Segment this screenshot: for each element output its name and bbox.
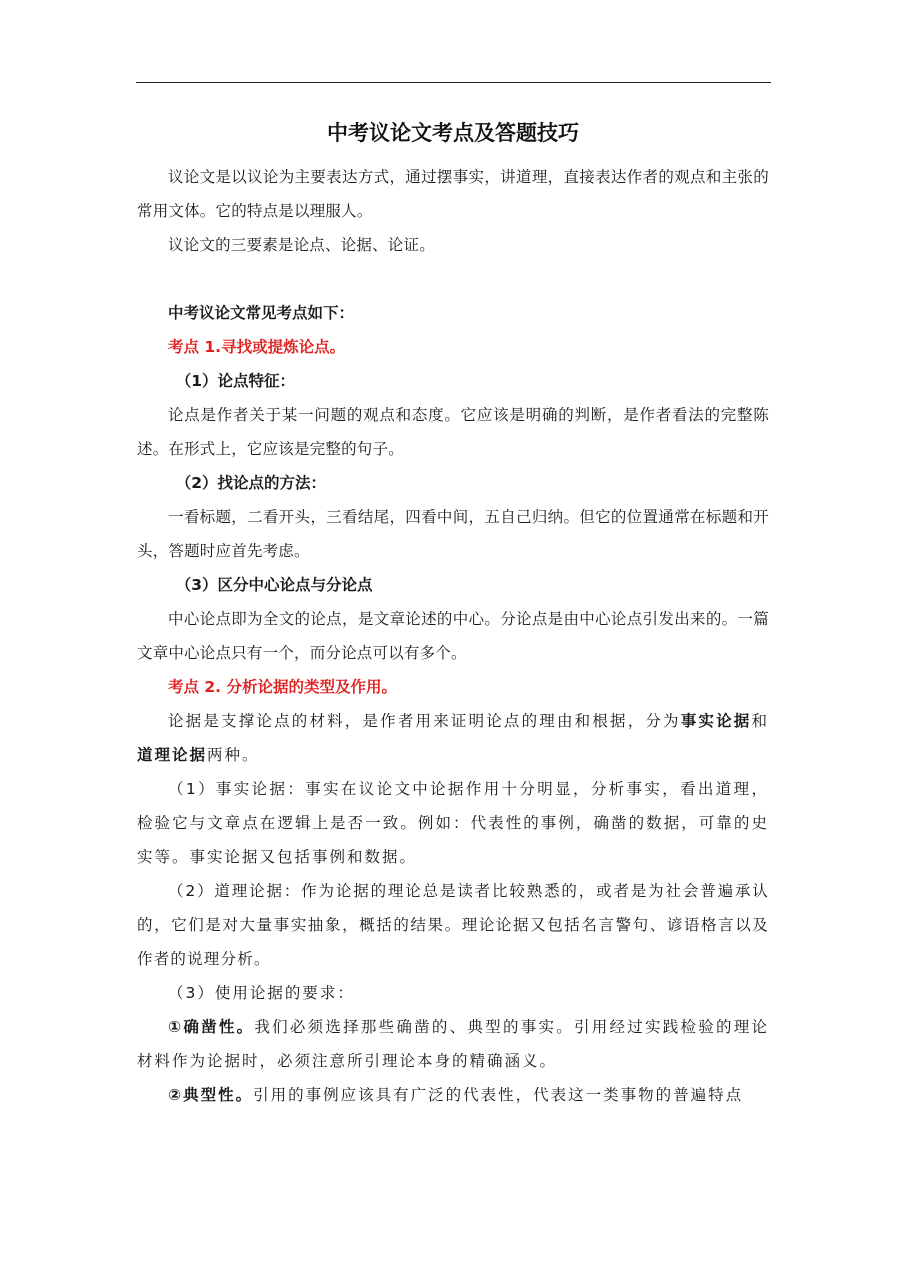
- requirement-2: [137, 1078, 769, 1112]
- requirement-1: [137, 1010, 769, 1078]
- point2-intro-c: 和: [751, 712, 769, 730]
- document-title: 中考议论文考点及答题技巧: [327, 121, 579, 145]
- requirement-2-text: 引用的事例应该具有广泛的代表性，代表这一类事物的普遍特点: [253, 1086, 744, 1104]
- fact-evidence-paragraph: （1）事实论据：事实在议论文中论据作用十分明显，分析事实，看出道理，检验它与文章点在逻辑上是否一致。例如：代表性的事例，确凿的数据，可靠的史实等。事实论据又包括事例和数据。: [137, 780, 769, 866]
- reason-evidence-term: 道理论据: [137, 746, 208, 764]
- section-title: 中考议论文常见考点如下：: [168, 304, 355, 322]
- fact-evidence-term: 事实论据: [680, 712, 752, 730]
- point1-sub2: （2）找论点的方法：: [175, 474, 327, 492]
- point1-sub3: （3）区分中心论点与分论点: [175, 576, 373, 594]
- intro-paragraph-2: 议论文的三要素是论点、论据、论证。: [168, 236, 435, 254]
- point1-sub1: （1）论点特征：: [175, 372, 296, 390]
- reason-evidence-paragraph: （2）道理论据：作为论据的理论总是读者比较熟悉的，或者是为社会普遍承认的，它们是对大量事实抽象，概括的结果。理论论据又包括名言警句、谚语格言以及作者的说理分析。: [137, 882, 769, 968]
- requirement-2-label: ②典型性。: [168, 1086, 254, 1104]
- document-page: [137, 118, 769, 1112]
- point2-intro: [137, 704, 769, 772]
- requirement-1-label: ①确凿性。: [168, 1018, 255, 1036]
- point1-heading: 考点 1.寻找或提炼论点。: [168, 338, 346, 356]
- point1-text3: 中心论点即为全文的论点，是文章论述的中心。分论点是由中心论点引发出来的。一篇文章中心论点只有一个，而分论点可以有多个。: [137, 610, 769, 662]
- spacer: [137, 262, 769, 296]
- point1-text2: 一看标题，二看开头，三看结尾，四看中间，五自己归纳。但它的位置通常在标题和开头，答题时应首先考虑。: [137, 508, 769, 560]
- point2-intro-d: 两种。: [207, 746, 260, 764]
- header-rule: [136, 82, 771, 83]
- requirement-1-text: 我们必须选择那些确凿的、典型的事实。引用经过实践检验的理论材料作为论据时，必须注意所引理论本身的精确涵义。: [137, 1018, 769, 1070]
- point2-heading: 考点 2. 分析论据的类型及作用。: [168, 678, 397, 696]
- intro-paragraph-1: 议论文是以议论为主要表达方式，通过摆事实，讲道理，直接表达作者的观点和主张的常用文体。它的特点是以理服人。: [137, 168, 769, 220]
- point1-text1: 论点是作者关于某一问题的观点和态度。它应该是明确的判断，是作者看法的完整陈述。在形式上，它应该是完整的句子。: [137, 406, 769, 458]
- evidence-requirements: （3）使用论据的要求：: [168, 984, 355, 1002]
- point2-intro-a: 论据是支撑论点的材料，是作者用来证明论点的理由和根据，分为: [168, 712, 681, 730]
